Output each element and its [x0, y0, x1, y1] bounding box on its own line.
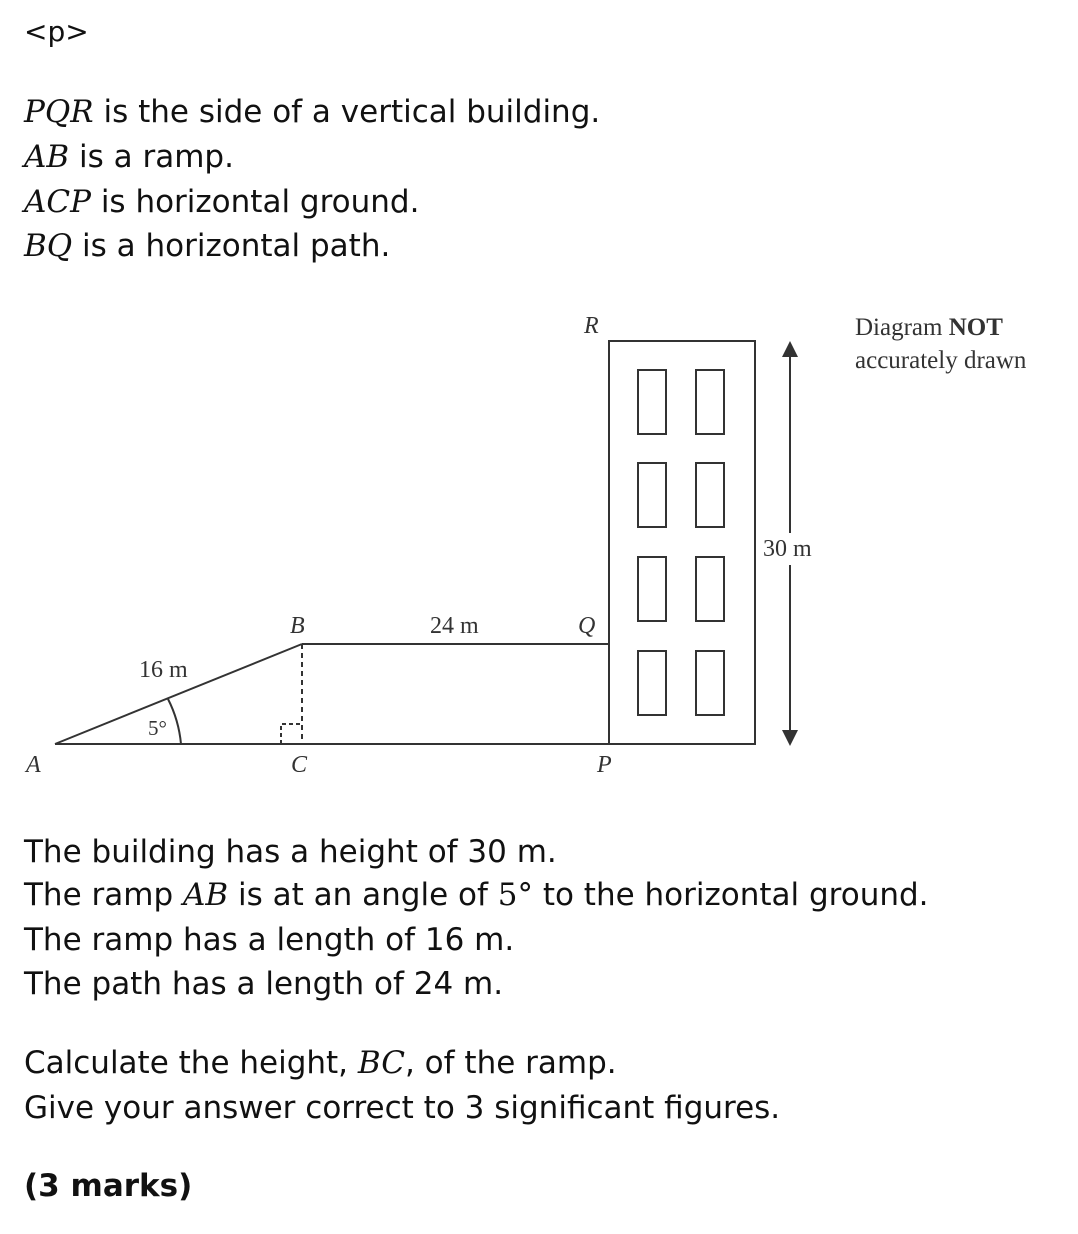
intro-text-ground: is horizontal ground.: [90, 184, 420, 220]
intro-line-ramp: [24, 137, 234, 177]
point-r-label: R: [584, 313, 599, 339]
ramp-length-label: 16 m: [139, 657, 188, 683]
building-height-label: 30 m: [763, 536, 812, 562]
intro-text-building: is the side of a vertical building.: [93, 94, 601, 130]
angle-label: 5°: [148, 716, 167, 740]
arrowhead-down-icon: [782, 730, 798, 746]
building-outline: [609, 341, 755, 744]
window: [638, 370, 666, 434]
note-bold: NOT: [948, 314, 1003, 341]
intro-line-building: [24, 92, 600, 132]
window: [638, 651, 666, 715]
question-pre: Calculate the height,: [24, 1045, 358, 1081]
point-c-label: C: [291, 752, 308, 778]
math-angle: 5°: [497, 877, 533, 913]
math-acp: ACP: [24, 184, 91, 220]
right-angle-marker: [281, 724, 302, 744]
fact-ramp-angle-pre: The ramp: [24, 877, 183, 913]
fact-building-height: The building has a height of 30 m.: [24, 834, 557, 870]
point-a-label: A: [26, 752, 41, 778]
fact-ramp-angle-mid: is at an angle of: [228, 877, 498, 913]
fact-path-length: The path has a length of 24 m.: [24, 966, 504, 1002]
fact-ramp-angle: [24, 875, 929, 915]
question-post: , of the ramp.: [404, 1045, 617, 1081]
note-prefix: Diagram: [855, 314, 949, 341]
window: [696, 463, 724, 527]
question-line2: Give your answer correct to 3 significant figures.: [24, 1090, 781, 1126]
geometry-diagram: [0, 290, 1078, 790]
fact-ramp-length: The ramp has a length of 16 m.: [24, 922, 515, 958]
math-bc: BC: [357, 1045, 405, 1081]
math-pqr: PQR: [24, 94, 94, 130]
window: [696, 557, 724, 621]
math-ab-2: AB: [182, 877, 229, 913]
intro-line-path: [24, 226, 390, 266]
marks-label: (3 marks): [24, 1168, 193, 1204]
window: [638, 557, 666, 621]
window: [696, 651, 724, 715]
intro-text-ramp: is a ramp.: [69, 139, 234, 175]
question-line1: [24, 1043, 617, 1083]
diagram-note-line2: accurately drawn: [855, 347, 1027, 374]
stray-p-tag: <p>: [24, 15, 89, 48]
intro-line-ground: [24, 182, 419, 222]
math-ab: AB: [24, 139, 70, 175]
diagram-note-line1: [855, 314, 1003, 341]
arrowhead-up-icon: [782, 341, 798, 357]
point-q-label: Q: [578, 613, 596, 639]
fact-ramp-angle-post: to the horizontal ground.: [532, 877, 929, 913]
point-p-label: P: [597, 752, 612, 778]
intro-text-path: is a horizontal path.: [72, 228, 391, 264]
angle-arc: [168, 699, 181, 744]
window: [696, 370, 724, 434]
path-length-label: 24 m: [430, 613, 479, 639]
point-b-label: B: [290, 613, 305, 639]
math-bq: BQ: [24, 228, 73, 264]
building-windows: [638, 370, 724, 715]
window: [638, 463, 666, 527]
